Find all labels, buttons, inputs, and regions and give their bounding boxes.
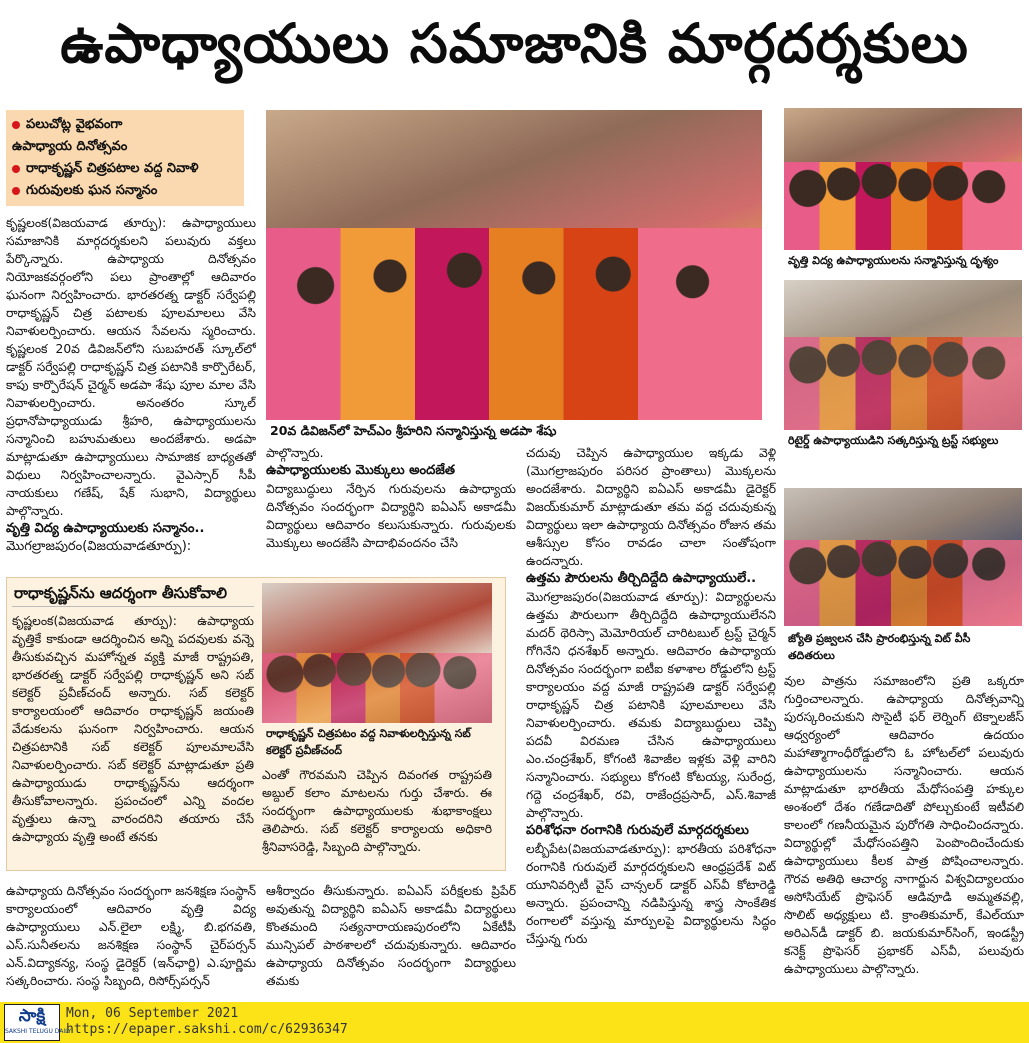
bullet-dot-icon bbox=[12, 187, 20, 195]
subheading: పరిశోధనా రంగానికి గురువులే మార్గదర్శకులు bbox=[526, 823, 749, 838]
article-paragraph: కృష్ణలంక(విజయవాడ తూర్పు): ఉపాధ్యాయ వృత్తికే కాకుండా ఆదర్శించిన అన్ని పదవులకు వన్నె తీసుకువచ్చిన మహోన్నత వ్యక్తి మాజీ రాష్ట్రపతి, భారతరత్న డాక్టర్ సర్వేపల్లి రాధాకృష్ణన్ అని సబ్ కలెక్టర్ ప్రవీణ్‌చంద్ అన్నారు. సబ్ కలెక్టర్ కార్యాలయంలో ఆదివారం రాధాకృష్ణన్ జయంతి వేడుకలను ఘనంగా నిర్వహించారు. ఆయన చిత్రపటానికి సబ్ కలెక్టర్ పూలమాలవేసి నివాళులర్పించారు. సబ్ కలెక్టర్ మాట్లాడుతూ ప్రతి ఉపాధ్యాయుడు రాధాకృష్ణన్‌ను ఆదర్శంగా తీసుకోవాలన్నారు. ప్రపంచంలో ఎన్ని వందల వృత్తులు ఉన్నా వారందరిని తయారు చేసే ఉపాధ్యాయ వృత్తి అంటే తనకు bbox=[12, 614, 254, 844]
right-photo-2 bbox=[784, 280, 1022, 430]
highlight-item: పలుచోట్ల వైభవంగా bbox=[12, 114, 238, 136]
article-paragraph: ఎంతో గౌరవమని చెప్పిన దివంగత రాష్ట్రపతి అబ్దుల్ కలాం మాటలను గుర్తు చేశారు. ఈ సందర్భంగా ఉపాధ్యాయులకు శుభాకాంక్షలు తెలిపారు. సబ్ కలెక్టర్ కార్యాలయ అధికారి శ్రీనివాసరెడ్డి, సిబ్బంది పాల్గొన్నారు. bbox=[262, 768, 492, 854]
divider bbox=[12, 606, 254, 607]
article-paragraph: కృష్ణలంక(విజయవాడ తూర్పు): ఉపాధ్యాయులు సమాజానికి మార్గదర్శకులని పలువురు వక్తలు పేర్కొన్నారు. ఉపాధ్యాయ దినోత్సవం నియోజకవర్గంలోని పలు ప్రాంతాల్లో ఆదివారం ఘనంగా నిర్వహించారు. భారతరత్న డాక్టర్ సర్వేపల్లి రాధాకృష్ణన్ చిత్ర పటాలకు పూలమాలలు వేసి నివాళులర్పించారు. ఆయన సేవలను స్మరించారు. కృష్ణలంక 20వ డివిజన్‌లోని సుబహరత్ స్కూల్‌లో డాక్టర్ సర్వేపల్లి రాధాకృష్ణన్ చిత్ర పటానికి కార్పొరేటర్, కాపు కార్పొరేషన్ చైర్మన్ అడపా శేషు పూల మాల వేసి నివాళులర్పించారు. అనంతరం స్కూల్ ప్రధానోపాధ్యాయుడు శ్రీహరి, ఉపాధ్యాయులను సన్మానించి బహుమతులు అందజేశారు. అడపా మాట్లాడుతూ ఉపాధ్యాయులు సామాజిక బాధ్యతతో విధులు నిర్వహించాలన్నారు. వైఎస్సార్ సీపీ నాయకులు గణేష్, షేక్ సుభాని, విద్యార్థులు పాల్గొన్నారు. bbox=[6, 216, 256, 518]
article-column-4 bbox=[784, 672, 1024, 997]
highlight-item: రాధాకృష్ణన్ చిత్రపటాల వద్ద నివాళి bbox=[12, 158, 238, 180]
right-photo-1 bbox=[784, 108, 1022, 250]
right-photo-1-caption: వృత్తి విద్య ఉపాధ్యాయులను సన్మానిస్తున్న దృశ్యం bbox=[784, 250, 1022, 271]
article-column-3 bbox=[526, 444, 776, 999]
footer-url[interactable]: https://epaper.sakshi.com/c/62936347 bbox=[66, 1022, 348, 1037]
crowd-image bbox=[266, 228, 762, 420]
main-photo-caption: 20వ డివిజన్‌లో హెచ్‌ఎం శ్రీహరిని సన్మానిస్తున్న అడపా శేషు bbox=[266, 420, 762, 441]
right-photo-2-caption: రిటైర్డ్ ఉపాధ్యాయుడిని సత్కరిస్తున్న ట్రస్ట్ సభ్యులు bbox=[784, 430, 1022, 451]
page-headline: ఉపాధ్యాయులు సమాజానికి మార్గదర్శకులు bbox=[60, 11, 969, 75]
highlight-item: ఉపాధ్యాయ దినోత్సవం bbox=[12, 139, 128, 154]
boxed-article-title: రాధాకృష్ణన్‌ను ఆదర్శంగా తీసుకోవాలి bbox=[14, 584, 228, 602]
article-paragraph: చదువు చెప్పిన ఉపాధ్యాయుల ఇక్కడు వెళ్లి (మొగల్రాజపురం పరిసర ప్రాంతాలు) మొక్కలను అందజేశారు. విద్యార్థిని ఐఏఎస్ అకాడమీ డైరెక్టర్ విజయ్‌కుమార్ మాట్లాడుతూ తమ వద్ద చదువుకున్న విద్యార్థులు ఇలా ఉపాధ్యాయ దినోత్సవం రోజున తమ ఆశీస్సుల కోసం రావడం చాలా సంతోషంగా ఉందన్నారు. bbox=[526, 446, 776, 568]
right-photo-3 bbox=[784, 488, 1022, 626]
footer-date: Mon, 06 September 2021 bbox=[66, 1006, 239, 1021]
highlights-box bbox=[6, 110, 244, 206]
bullet-dot-icon bbox=[12, 165, 20, 173]
main-photo bbox=[266, 110, 762, 420]
box-photo bbox=[262, 583, 492, 723]
article-bottom-left bbox=[6, 882, 256, 998]
boxed-article-text-2 bbox=[262, 766, 492, 866]
article-column-2 bbox=[266, 444, 516, 574]
article-paragraph: పాల్గొన్నారు. bbox=[266, 446, 324, 460]
article-column-1 bbox=[6, 214, 256, 564]
article-paragraph: లబ్బీపేట(విజయవాడతూర్పు): భారతీయ పరిశోధనా రంగానికి గురువులే మార్గదర్శకులని ఆంధ్రప్రదేశ్ విట్ యూనివర్సిటీ వైస్ చాన్సలర్ డాక్టర్ ఎస్‌వీ కోటారెడ్డి అన్నారు. ప్రపంచాన్ని నడిపిస్తున్న శాస్త్ర సాంకేతిక రంగాలలో వస్తున్న మార్పులపై విద్యార్థులను సిద్ధం చేస్తున్న గురు bbox=[526, 842, 776, 946]
highlight-item: గురువులకు ఘన సన్మానం bbox=[12, 180, 238, 202]
box-photo-caption: రాధాకృష్ణన్ చిత్రపటం వద్ద నివాళులర్పిస్తున్న సబ్ కలెక్టర్ ప్రవీణ్‌చంద్ bbox=[266, 727, 471, 757]
dateline: మొగల్రాజపురం(విజయవాడతూర్పు): bbox=[6, 539, 192, 554]
subheading: వృత్తి విద్య ఉపాధ్యాయులకు సన్మానం.. bbox=[6, 521, 205, 536]
article-paragraph: ఆశీర్వాదం తీసుకున్నారు. ఐఏఎస్ పరీక్షలకు ప్రిపేర్ అవుతున్న విద్యార్థిని ఐఏఎస్ అకాడమీ విద్యార్థులు కొంతమంది సత్యనారాయణపురంలోని ఏకేటీపీ మున్సిపల్ పాఠశాలలో చదువుకున్నారు. ఆదివారం ఉపాధ్యాయ దినోత్సవం సందర్భంగా విద్యార్థులు తమకు bbox=[266, 884, 516, 988]
right-photo-3-caption: జ్యోతి ప్రజ్వలన చేసి ప్రారంభిస్తున్న విట్ వీసీ తదితరులు bbox=[784, 628, 1022, 666]
subheading: ఉత్తమ పౌరులను తీర్చిదిద్దేది ఉపాధ్యాయులే.. bbox=[526, 571, 757, 586]
bullet-dot-icon bbox=[12, 121, 20, 129]
article-paragraph: ఉపాధ్యాయ దినోత్సవం సందర్భంగా జనశిక్షణ సంస్థాన్ కార్యాలయంలో ఆదివారం వృత్తి విద్య ఉపాధ్యాయులు ఎన్.లైలా లక్ష్మి, బి.భగవతి, ఎస్.సునీతలను జనశిక్షణ సంస్థాన్ చైర్‌పర్సన్ ఎన్.విద్యాకన్య, సంస్థ డైరెక్టర్ (ఇన్‌ఛార్జి) ఎ.పూర్ణిమ సత్కరించారు. సంస్థ సిబ్బంది, రిసోర్స్‌పర్సన్ bbox=[6, 884, 256, 988]
subheading: ఉపాధ్యాయులకు మొక్కులు అందజేత bbox=[266, 463, 455, 478]
article-bottom-mid bbox=[266, 882, 516, 998]
article-paragraph: విద్యాబుద్ధులు నేర్పిన గురువులను ఉపాధ్యాయ దినోత్సవం సందర్భంగా విద్యార్థిని ఐఏఎస్ అకాడమీ విద్యార్థులు ఆదివారం కలుసుకున్నారు. గురువులకు మొక్కులు అందజేసి పాదాభివందనం చేసి bbox=[266, 482, 516, 550]
article-paragraph: మొగల్రాజపురం(విజయవాడ తూర్పు): విద్యార్థులను ఉత్తమ పౌరులుగా తీర్చిదిద్దేది ఉపాధ్యాయులేనని మదర్ థెరిస్సా మెమోరియల్ చారిటబుల్ ట్రస్ట్ చైర్మన్ గోగినేని ధనశేఖర్ అన్నారు. ఆదివారం ఉపాధ్యాయ దినోత్సవం సందర్భంగా ఐటీఐ కళాశాల రోడ్డులోని ట్రస్ట్ కార్యాలయం వద్ద మాజీ రాష్ట్రపతి డాక్టర్ సర్వేపల్లి రాధాకృష్ణన్ చిత్ర పటానికి పూలమాలలు వేసి నివాళులర్పించారు. తమకు విద్యాబుద్ధులు చెప్పి పదవీ విరమణ చేసిన ఉపాధ్యాయులు ఎం.చంద్రశేఖర్, కోగంటి శివాజీల ఇళ్లకు వెళ్లి వారిని సన్మానించారు. సభ్యులు కోగంటి కోటయ్య, సురేంద్ర, గద్దె చంద్రశేఖర్, రవి, రాజేంద్రప్రసాద్, ఎస్.శివాజీ పాల్గొన్నారు. bbox=[526, 590, 776, 820]
boxed-article-text bbox=[12, 612, 254, 867]
sakshi-logo[interactable]: సాక్షి SAKSHI TELUGU DAILY bbox=[4, 1004, 60, 1041]
article-paragraph: వుల పాత్రను సమాజంలోని ప్రతి ఒక్కరూ గుర్తించాలన్నారు. ఉపాధ్యాయ దినోత్సవాన్ని పురస్కరించుకుని సొసైటీ ఫర్ లెర్నింగ్ టెక్నాలజీస్ ఆధ్వర్యంలో ఆదివారం ఉదయం మహాత్మాగాంధీరోడ్డులోని ఓ హోటల్‌లో పలువురు ఉపాధ్యాయులను సన్మానించారు. ఆయన మాట్లాడుతూ భారతీయ మేధోసంపత్తి హక్కుల అంశంలో దేశం గణేడాదితో పోల్చుకుంటే ఇటీవలి కాలంలో గణనీయమైన పురోగతి సాధించిందన్నారు. విద్యార్థుల్లో మేధోసంపత్తిని పెంపొందించేందుకు ఉపాధ్యాయులు కీలక పాత్ర పోషించాలన్నారు. గౌరవ అతిథి ఆచార్య నాగార్జున విశ్వవిద్యాలయం అసోసియేట్ ప్రొఫెసర్ ఆడివూడి అమ్మతవల్లి, సొలిట్ అధ్యక్షులు టి. క్రాంతికుమార్, కేఎల్‌యూ అరిఎన్‌డీ డాక్టర్ బి. జయకుమార్‌సింగ్, ఇండస్ట్రీ కనెక్ట్ ప్రొఫెసర్ ప్రభాకర్ ఎస్‌వీ, పలువురు ఉపాధ్యాయులు పాల్గొన్నారు. bbox=[784, 674, 1024, 976]
